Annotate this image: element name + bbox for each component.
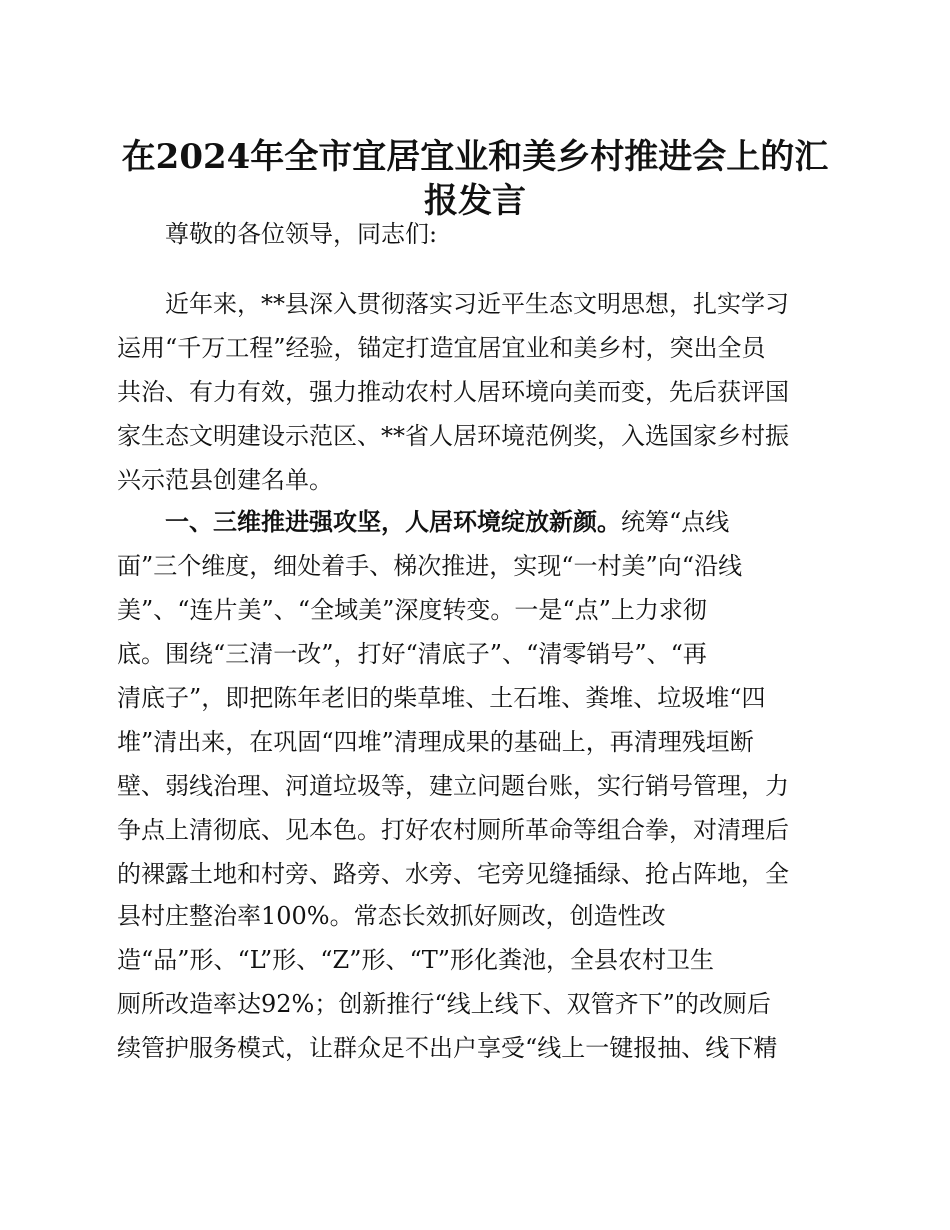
salutation: 尊敬的各位领导，同志们: [165,220,438,248]
paragraph-line: 争点上清彻底、见本色。打好农村厕所革命等组合拳，对清理后 [117,816,789,844]
paragraph-line: 近年来，**县深入贯彻落实习近平生态文明思想，扎实学习 [165,290,789,318]
paragraph-line: 造“品”形、“L”形、“Z”形、“T”形化粪池，全县农村卫生 [117,946,715,974]
paragraph-line: 壁、弱线治理、河道垃圾等，建立问题台账，实行销号管理，力 [117,772,789,800]
document-title-line-1: 在2024年全市宜居宜业和美乡村推进会上的汇 [121,137,829,177]
section-1-first-line [165,506,729,538]
paragraph-line: 清底子”，即把陈年老旧的柴草堆、土石堆、粪堆、垃圾堆“四 [117,684,766,712]
paragraph-line: 兴示范县创建名单。 [117,466,333,494]
section-1-heading: 一、三维推进强攻坚，人居环境绽放新颜。 [165,508,621,536]
paragraph-line: 面”三个维度，细处着手、梯次推进，实现“一村美”向“沿线 [117,552,743,580]
paragraph-line: 堆”清出来，在巩固“四堆”清理成果的基础上，再清理残垣断 [117,728,754,756]
paragraph-line: 县村庄整治率100%。常态长效抓好厕改，创造性改 [117,902,666,930]
document-title-line-2: 报发言 [424,181,526,221]
paragraph-line: 厕所改造率达92%；创新推行“线上线下、双管齐下”的改厕后 [117,990,771,1018]
paragraph-line: 家生态文明建设示范区、**省人居环境范例奖，入选国家乡村振 [117,422,789,450]
paragraph-line: 续管护服务模式，让群众足不出户享受“线上一键报抽、线下精 [117,1034,778,1062]
section-1-lead-text: 统筹“点线 [621,508,730,536]
paragraph-line: 底。围绕“三清一改”，打好“清底子”、“清零销号”、“再 [117,640,707,668]
paragraph-line: 的裸露土地和村旁、路旁、水旁、宅旁见缝插绿、抢占阵地，全 [117,860,789,888]
paragraph-line: 运用“千万工程”经验，锚定打造宜居宜业和美乡村，突出全员 [117,334,766,362]
paragraph-line: 共治、有力有效，强力推动农村人居环境向美而变，先后获评国 [117,378,789,406]
paragraph-line: 美”、“连片美”、“全域美”深度转变。一是“点”上力求彻 [117,596,707,624]
